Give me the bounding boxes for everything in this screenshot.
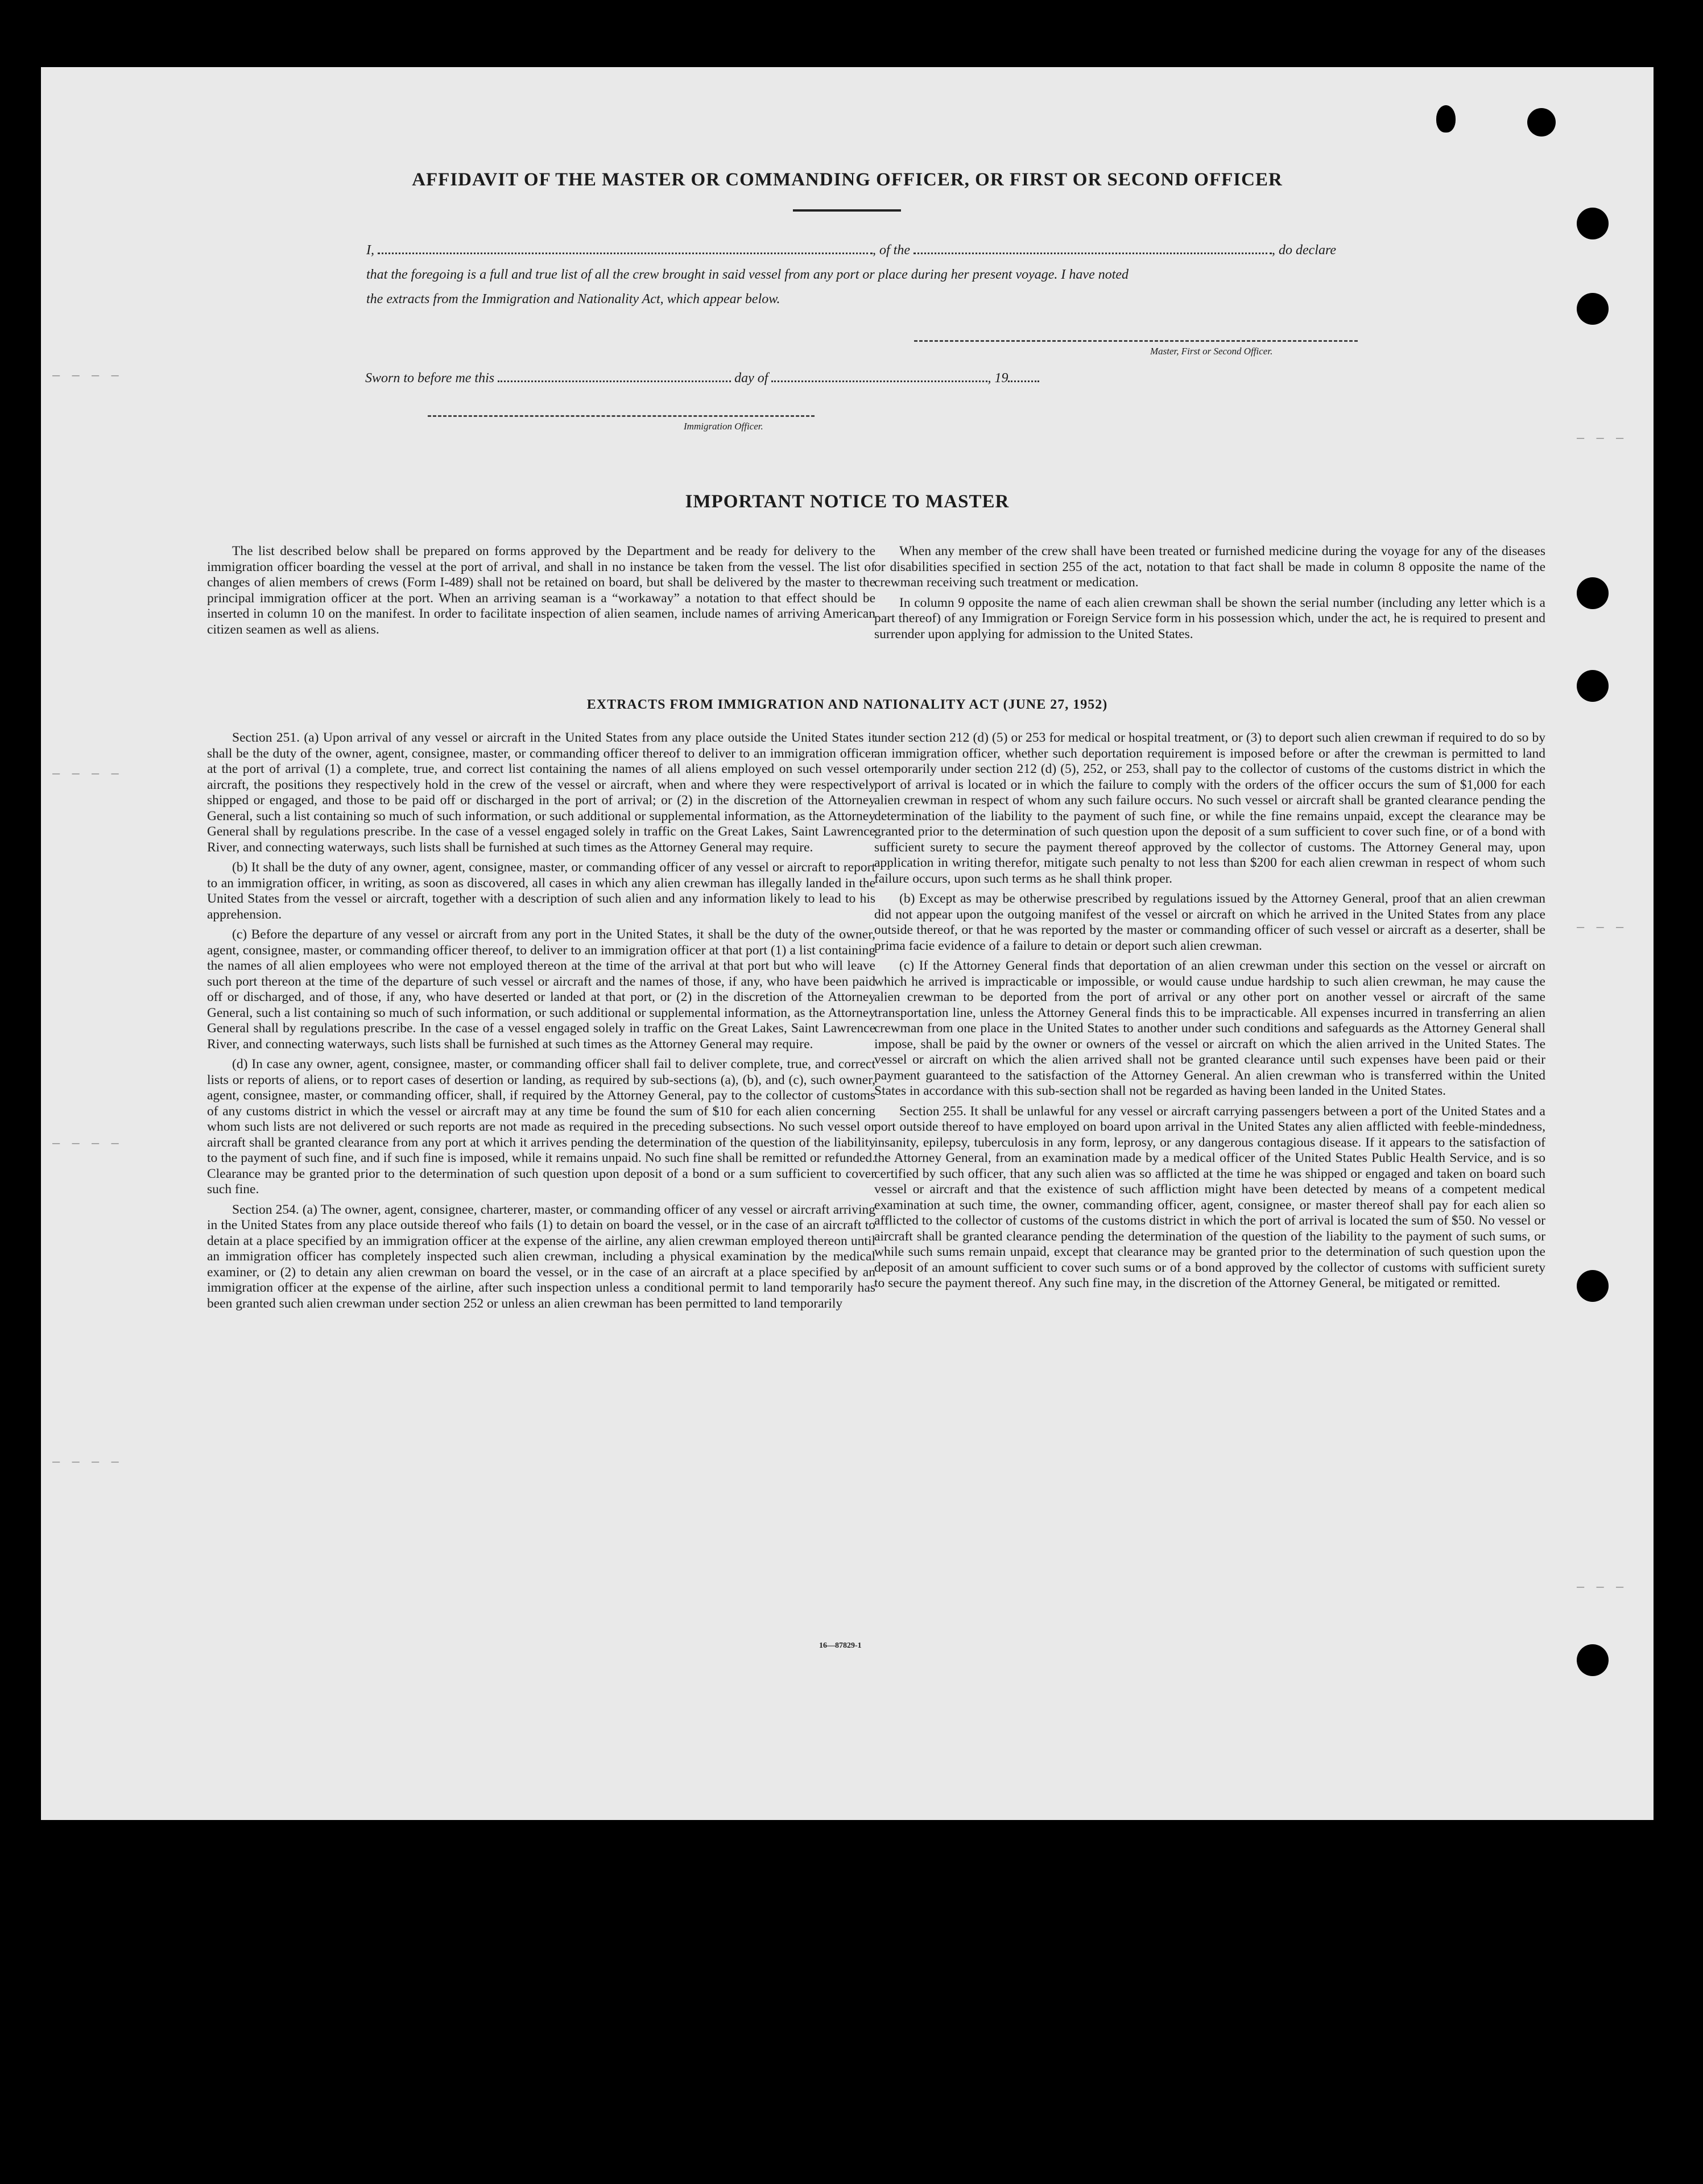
- vessel-name-field[interactable]: [913, 253, 1272, 254]
- section-254-a-continued: under section 212 (d) (5) or 253 for medical or hospital treatment, or (3) to deport such alien crewman if required to do so by an immigration officer, whether such deportation requirement is imposed before or after the crewman is permitted to land temporarily under section 212 (d) (5), 252, or 253, shall pay to the collector of customs of the customs district in which the port of arrival is located or in which the failure to comply with the orders of the officer occurs the sum of $1,000 for each alien crewman in respect of whom any such failure occurs. No such vessel or aircraft shall be granted clearance pending the determination of the liability to the payment of such fine, or while the fine remains unpaid, except the clearance may be granted prior to the determination of such question upon the deposit of a sum sufficient to cover such fine, or of a bond with sufficient surety to secure the payment thereof approved by the collector of customs. The Attorney General may, upon application in writing therefor, mitigate such penalty to not less than $200 for each alien crewman in respect of whom such failure occurs, upon such terms as he shall think proper.: [874, 730, 1545, 886]
- immigration-officer-caption: Immigration Officer.: [684, 421, 763, 432]
- year-field[interactable]: [1008, 380, 1039, 382]
- notice-left-paragraph: The list described below shall be prepared on forms approved by the Department and be ready for delivery to the immigration officer boarding the vessel at the port of arrival, and shall in no instance be taken from the vessel. The list of changes of alien members of crews (Form I-489) shall not be retained on board, but shall be delivered by the master to the principal immigration officer at the port. When an arriving seaman is a “workaway” a notation to that effect should be inserted in column 10 on the manifest. In order to facilitate inspection of alien seamen, include names of arriving American citizen seamen as well as aliens.: [207, 544, 875, 637]
- bleed-through-mark: — — — —: [52, 1455, 121, 1469]
- declaration-line-3: the extracts from the Immigration and Nationality Act, which appear below.: [366, 292, 780, 307]
- punch-hole: [1577, 208, 1609, 239]
- punch-hole: [1436, 105, 1456, 133]
- section-254-a: Section 254. (a) The owner, agent, consignee, charterer, master, or commanding officer of any vessel or aircraft arriving in the United States from any place outside thereof who fails (1) to detain on board the vessel, or in the case of an aircraft to detain at a place specified by an immigration officer at the expense of the airline, any alien crewman employed thereon until an immigration officer has completely inspected such alien crewman, including a physical examination by the medical examiner, or (2) to detain any alien crewman on board the vessel, or in the case of an aircraft at a place specified by an immigration officer at the expense of the airline, after such inspection unless a conditional permit to land temporarily has been granted such alien crewman under section 252 or unless an alien crewman has been permitted to land temporarily: [207, 1202, 875, 1311]
- notice-left-column: [207, 544, 875, 642]
- section-251-c: (c) Before the departure of any vessel or aircraft from any port in the United States, it shall be the duty of the owner, agent, consignee, master, or commanding officer thereof, to deliver to an immigration officer at that port (1) a list containing the names of all alien employees who were not employed thereon at the time of the arrival at that port but who will leave such port thereon at the time of the departure of such vessel or aircraft and the names of those, if any, who have been paid off or discharged, and of those, if any, who have deserted or landed at that port, or (2) in the discretion of the Attorney General, such a list containing so much of such information, or such additional or supplemental information, as the Attorney General shall by regulations prescribe. In the case of a vessel engaged solely in traffic on the Great Lakes, Saint Lawrence River, and connecting waterways, such lists shall be furnished at such times as the Attorney General may require.: [207, 927, 875, 1052]
- notice-right-paragraph-1: When any member of the crew shall have been treated or furnished medicine during the voyage for any of the diseases or disabilities specified in section 255 of the act, notation to that fact shall be made in column 8 opposite the name of the crewman receiving such treatment or medication.: [874, 544, 1545, 590]
- year-label: , 19: [987, 371, 1008, 386]
- i-label: I,: [366, 243, 374, 258]
- punch-hole: [1577, 670, 1609, 702]
- section-251-b: (b) It shall be the duty of any owner, agent, consignee, master, or commanding officer of any vessel or aircraft to report to an immigration officer, in writing, as soon as discovered, all cases in which any alien crewman has illegally landed in the United States from the vessel or aircraft, together with a description of such alien and any information likely to lead to his apprehension.: [207, 860, 875, 922]
- sworn-date-field[interactable]: [498, 380, 731, 382]
- form-number: 16—87829-1: [819, 1641, 862, 1650]
- punch-hole: [1577, 577, 1609, 609]
- master-signature-line[interactable]: [914, 340, 1358, 342]
- declare-label: , do declare: [1272, 243, 1337, 258]
- bleed-through-mark: — — —: [1577, 431, 1626, 445]
- section-254-b: (b) Except as may be otherwise prescribed by regulations issued by the Attorney General, proof that an alien crewman did not appear upon the outgoing manifest of the vessel or aircraft on which he arrived in the United States from any place outside thereof, or that he was reported by the master or commanding officer of such vessel or aircraft as a deserter, shall be prima facie evidence of a failure to detain or deport such alien crewman.: [874, 891, 1545, 953]
- month-field[interactable]: [771, 380, 987, 382]
- notice-right-paragraph-2: In column 9 opposite the name of each alien crewman shall be shown the serial number (including any letter which is a part thereof) of any Immigration or Foreign Service form in his possession which, under the act, he is required to present and surrender upon applying for admission to the United States.: [874, 595, 1545, 642]
- bleed-through-mark: — — — —: [52, 369, 121, 383]
- declaration-line-2: that the foregoing is a full and true list of all the crew brought in said vessel from any port or place during her present voyage. I have noted: [366, 267, 1129, 282]
- section-255: Section 255. It shall be unlawful for any vessel or aircraft carrying passengers between a port of the United States and a port outside thereof to have employed on board upon arrival in the United States any alien afflicted with feeble-mindedness, insanity, epilepsy, tuberculosis in any form, leprosy, or any dangerous contagious disease. If it appears to the satisfaction of the Attorney General, from an examination made by a medical officer of the United States Public Health Service, and is so certified by such officer, that any such alien was so afflicted at the time he was shipped or engaged and taken on board such vessel or aircraft and that the existence of such affliction might have been detected by means of a competent medical examination at such time, the owner, commanding officer, agent, consignee, or master thereof shall pay for each alien so afflicted to the collector of customs of the customs district in which the port of arrival is located the sum of $50. No vessel or aircraft shall be granted clearance pending the determination of the question of the liability to the payment of such sums, or while such sums remain unpaid, except that clearance may be granted prior to the determination of such question upon the deposit of an amount sufficient to cover such sums or of a bond approved by the collector of customs with sufficient surety to secure the payment thereof. Any such fine may, in the discretion of the Attorney General, be mitigated or remitted.: [874, 1103, 1545, 1290]
- punch-hole: [1527, 108, 1556, 136]
- immigration-officer-signature-line[interactable]: [428, 415, 815, 417]
- bleed-through-mark: — — — —: [52, 767, 121, 781]
- section-251-d: (d) In case any owner, agent, consignee, master, or commanding officer shall fail to deliver complete, true, and correct lists or reports of aliens, or to report cases of desertion or landing, as required by sub-sections (a), (b), and (c), such owner, agent, consignee, master, or commanding officer, shall, if required by the Attorney General, pay to the collector of customs of any customs district in which the vessel or aircraft may at any time be found the sum of $10 for each alien concerning whom such lists are not delivered or such reports are not made as required in the preceding subsections. No such vessel or aircraft shall be granted clearance from any port at which it arrives pending the determination of the question of the liability to the payment of such fine, and if such fine is imposed, while it remains unpaid. No such fine shall be remitted or refunded. Clearance may be granted prior to the determination of such question upon deposit of a bond or a sum sufficient to cover such fine.: [207, 1057, 875, 1197]
- bleed-through-mark: — — —: [1577, 920, 1626, 934]
- master-name-field[interactable]: [378, 253, 873, 254]
- day-of-label: day of: [734, 371, 768, 386]
- title-rule: [793, 209, 901, 212]
- master-caption: Master, First or Second Officer.: [1150, 346, 1273, 357]
- section-251-a: Section 251. (a) Upon arrival of any vessel or aircraft in the United States from any place outside the United States it shall be the duty of the owner, agent, consignee, master, or commanding officer thereof to deliver to an immigration officer at the port of arrival (1) a complete, true, and correct list containing the names of all aliens employed on such vessel or aircraft, the positions they respectively hold in the crew of the vessel or aircraft, when and where they were respectively shipped or engaged, and those to be paid off or discharged in the port of arrival; or (2) in the discretion of the Attorney General, such a list containing so much of such information, or such additional or supplemental information, as the Attorney General shall by regulations prescribe. In the case of a vessel engaged solely in traffic on the Great Lakes, Saint Lawrence River, and connecting waterways, such lists shall be furnished at such times as the Attorney General may require.: [207, 730, 875, 855]
- punch-hole: [1577, 293, 1609, 325]
- declaration-line-1: [366, 238, 1402, 263]
- document-page: [41, 67, 1654, 1820]
- of-the-label: , of the: [873, 243, 910, 258]
- bleed-through-mark: — — — —: [52, 1136, 121, 1151]
- extracts-right-column: [874, 730, 1545, 1296]
- punch-hole: [1577, 1644, 1609, 1676]
- notice-heading: IMPORTANT NOTICE TO MASTER: [685, 491, 1010, 512]
- sworn-label: Sworn to before me this: [365, 371, 495, 386]
- notice-right-column: [874, 544, 1545, 647]
- section-254-c: (c) If the Attorney General finds that deportation of an alien crewman under this section on the vessel or aircraft on which he arrived is impracticable or impossible, or would cause undue hardship to such alien crewman, he may cause the alien crewman to be deported from the port of arrival or any other port on another vessel or aircraft of the same transportation line, unless the Attorney General finds this to be impracticable. All expenses incurred in transferring an alien crewman from one place in the United States to another under such conditions and safeguards as the Attorney General shall impose, shall be paid by the owner or owners of the vessel or aircraft on which the alien arrived in the United States. The vessel or aircraft on which the alien arrived shall not be granted clearance until such expenses have been paid or their payment guaranteed to the satisfaction of the Attorney General. An alien crewman who is transferred within the United States in accordance with this sub-section shall not be regarded as having been landed in the United States.: [874, 958, 1545, 1098]
- affidavit-title: AFFIDAVIT OF THE MASTER OR COMMANDING OFFICER, OR FIRST OR SECOND OFFICER: [412, 169, 1283, 190]
- punch-hole: [1577, 1270, 1609, 1302]
- sworn-line: [365, 366, 1161, 391]
- bleed-through-mark: — — —: [1577, 1580, 1626, 1594]
- extracts-left-column: [207, 730, 875, 1316]
- extracts-heading: EXTRACTS FROM IMMIGRATION AND NATIONALITY ACT (JUNE 27, 1952): [586, 697, 1108, 712]
